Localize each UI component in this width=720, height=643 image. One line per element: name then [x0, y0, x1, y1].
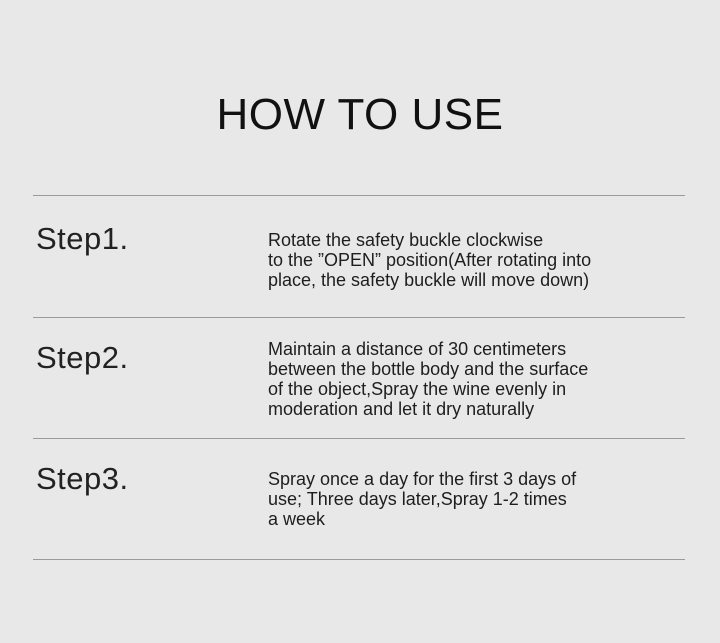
divider [33, 559, 685, 560]
page-title: HOW TO USE [216, 90, 504, 139]
step-label: Step2. [36, 340, 129, 375]
step-instructions: Spray once a day for the first 3 days of use; Three days later,Spray 1-2 times a week [268, 469, 577, 529]
divider [33, 195, 685, 196]
step-instructions: Rotate the safety buckle clockwise to the ”OPEN” position(After rotating into place, the safety buckle will move down) [268, 230, 592, 290]
step-instructions: Maintain a distance of 30 centimeters between the bottle body and the surface of the object,Spray the wine evenly in moderation and let it dry naturally [268, 339, 589, 419]
divider [33, 317, 685, 318]
step-label: Step1. [36, 221, 129, 256]
divider [33, 438, 685, 439]
step-label: Step3. [36, 461, 129, 496]
